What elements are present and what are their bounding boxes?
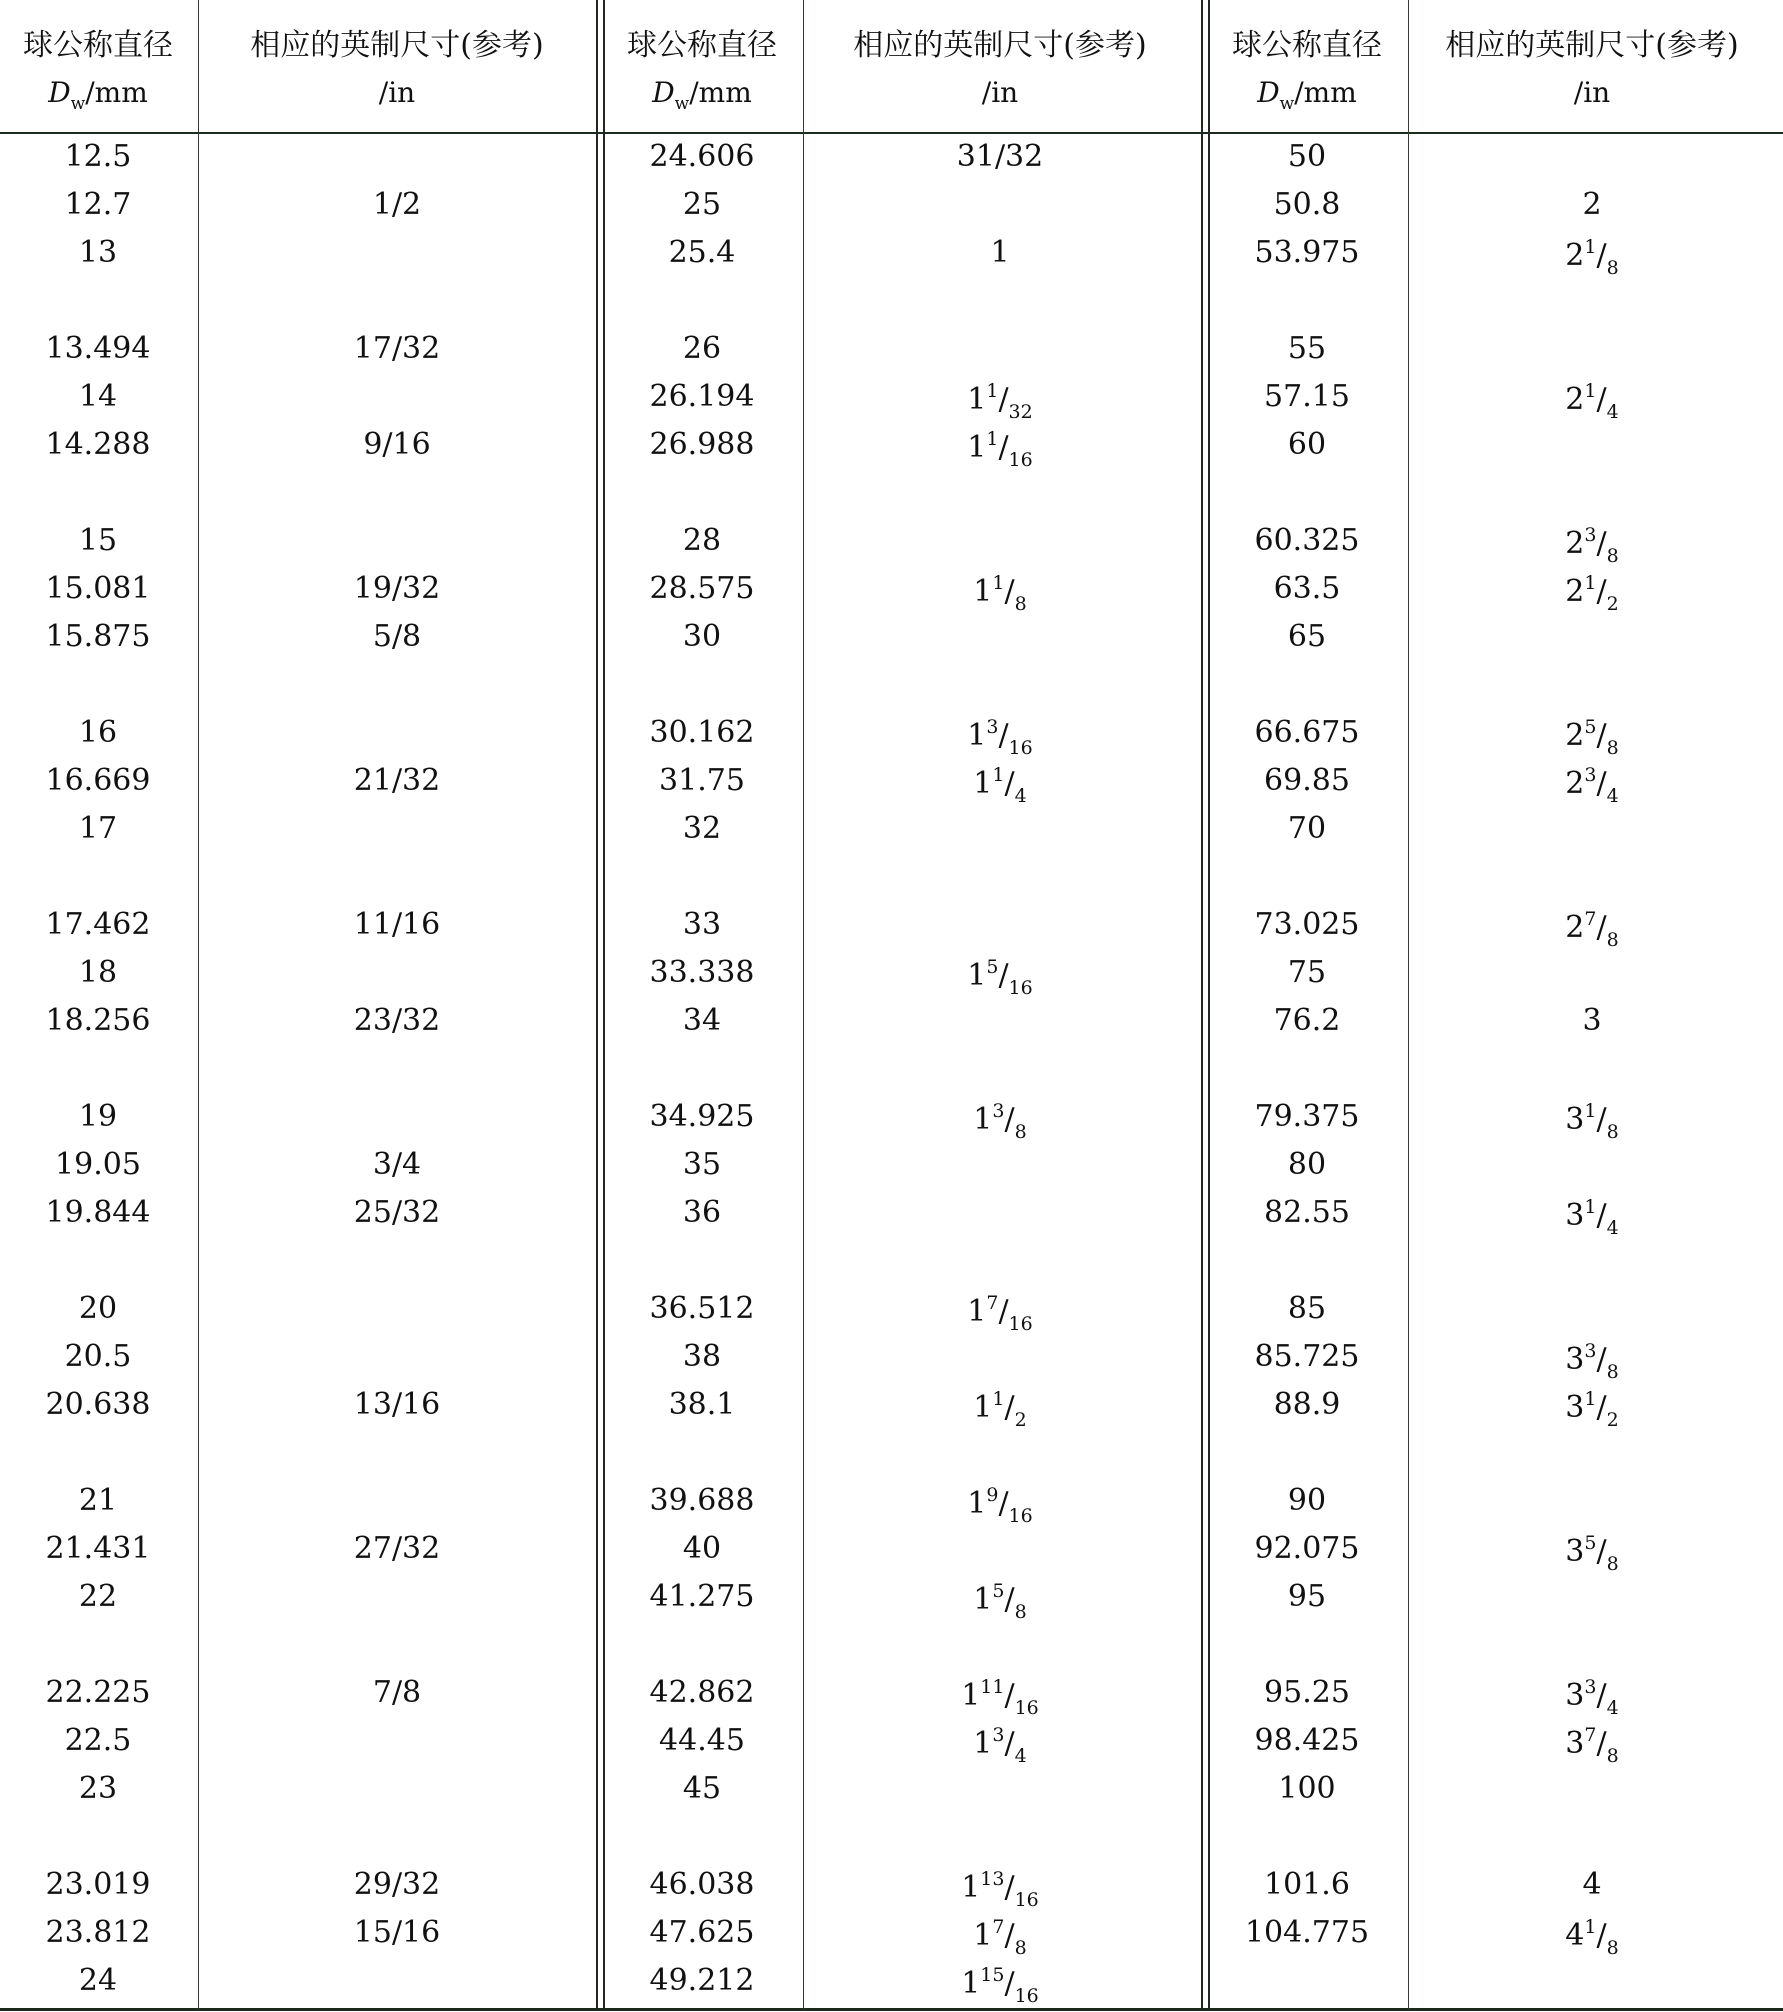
dw-value: 34.925 (649, 1099, 755, 1134)
fraction-slash: / (1596, 238, 1607, 273)
inch-value (803, 1294, 1198, 1334)
fraction-slash: / (1004, 1390, 1015, 1425)
dw-value: 82.55 (1264, 1195, 1350, 1230)
fraction-slash: / (1004, 1678, 1015, 1713)
dw-value: 19.05 (55, 1147, 141, 1182)
inch-whole: 1 (961, 1870, 981, 1905)
dw-value: 18.256 (45, 1003, 151, 1038)
inch-whole: 2 (1565, 526, 1585, 561)
dw-value: 28 (682, 523, 722, 558)
fraction-slash: / (1004, 766, 1015, 801)
dw-value: 63.5 (1273, 571, 1341, 606)
inch-denominator: 16 (1008, 1313, 1033, 1335)
inch-value (803, 382, 1198, 422)
inch-numerator: 1 (986, 428, 999, 450)
dw-value: 21.431 (45, 1531, 151, 1566)
inch-whole: 1 (973, 1102, 993, 1137)
dw-value: 50 (1287, 139, 1327, 174)
inch-denominator: 2 (1606, 593, 1619, 615)
symbol-subscript: w (70, 94, 86, 114)
inch-numerator: 1 (986, 380, 999, 402)
inch-value: 21/32 (353, 763, 441, 798)
inch-numerator: 3 (1584, 524, 1597, 546)
dw-value: 85.725 (1254, 1339, 1360, 1374)
dw-value: 39.688 (649, 1483, 755, 1518)
inch-whole: 1 (967, 958, 987, 993)
header-label: 相应的英制尺寸(参考) (853, 28, 1147, 63)
dw-value: 20.5 (64, 1339, 132, 1374)
dw-value: 100 (1278, 1771, 1336, 1806)
inch-numerator: 1 (992, 572, 1005, 594)
inch-denominator: 32 (1008, 401, 1033, 423)
inch-value (1406, 1102, 1778, 1142)
inch-value (803, 574, 1198, 614)
dw-value: 15 (78, 523, 118, 558)
dw-value: 33 (682, 907, 722, 942)
dw-value: 57.15 (1264, 379, 1350, 414)
inch-whole: 3 (1565, 1726, 1585, 1761)
fraction-slash: / (998, 958, 1009, 993)
bottom-rule (0, 2008, 1783, 2011)
inch-whole: 2 (1565, 718, 1585, 753)
inch-numerator: 7 (992, 1916, 1005, 1938)
inch-whole: 2 (1565, 574, 1585, 609)
inch-whole: 2 (1565, 766, 1585, 801)
inch-numerator: 1 (992, 1388, 1005, 1410)
fraction-slash: / (1596, 1534, 1607, 1569)
inch-denominator: 16 (1014, 1697, 1039, 1719)
dw-value: 14.288 (45, 427, 151, 462)
inch-whole: 3 (1565, 1102, 1585, 1137)
fraction-slash: / (1596, 1342, 1607, 1377)
inch-value (1406, 574, 1778, 614)
inch-denominator: 16 (1008, 977, 1033, 999)
dw-value: 28.575 (649, 571, 755, 606)
unit-label: /mm (689, 76, 752, 109)
dw-value: 19 (78, 1099, 118, 1134)
inch-numerator: 5 (986, 956, 999, 978)
inch-value (1406, 718, 1778, 758)
inch-numerator: 1 (1584, 236, 1597, 258)
inch-whole: 1 (967, 1294, 987, 1329)
dw-value: 23.812 (45, 1915, 151, 1950)
dw-value: 95 (1287, 1579, 1327, 1614)
inch-value: 4 (1582, 1867, 1602, 1902)
inch-numerator: 13 (980, 1868, 1005, 1890)
inch-numerator: 3 (992, 1724, 1005, 1746)
dw-value: 17.462 (45, 907, 151, 942)
fraction-slash: / (1596, 1390, 1607, 1425)
dw-value: 69.85 (1264, 763, 1350, 798)
inch-numerator: 9 (986, 1484, 999, 1506)
inch-whole: 2 (1565, 238, 1585, 273)
inch-denominator: 16 (1014, 1985, 1039, 2007)
inch-value: 15/16 (353, 1915, 441, 1950)
header-unit: /in (981, 76, 1019, 109)
dw-value: 76.2 (1273, 1003, 1341, 1038)
group-divider-right (1201, 0, 1203, 2009)
header-unit (1209, 76, 1405, 114)
inch-numerator: 5 (1584, 716, 1597, 738)
dw-value: 24 (78, 1963, 118, 1998)
dw-value: 36 (682, 1195, 722, 1230)
dw-value: 70 (1287, 811, 1327, 846)
header-unit: /in (1573, 76, 1611, 109)
inch-value (1406, 1678, 1778, 1718)
inch-value (1406, 1390, 1778, 1430)
inch-value: 1/2 (372, 187, 422, 222)
dw-value: 22.5 (64, 1723, 132, 1758)
inch-numerator: 7 (1584, 1724, 1597, 1746)
inch-whole: 1 (973, 574, 993, 609)
inch-numerator: 11 (980, 1676, 1005, 1698)
inch-value (1406, 1918, 1778, 1958)
dw-value: 45 (682, 1771, 722, 1806)
dw-value: 24.606 (649, 139, 755, 174)
inch-whole: 2 (1565, 910, 1585, 945)
inch-value: 31/32 (956, 139, 1044, 174)
dw-value: 25 (682, 187, 722, 222)
dw-value: 53.975 (1254, 235, 1360, 270)
header-label: 球公称直径 (1232, 28, 1382, 63)
inch-numerator: 7 (986, 1292, 999, 1314)
fraction-slash: / (998, 430, 1009, 465)
dw-value: 88.9 (1273, 1387, 1341, 1422)
inch-value: 3 (1582, 1003, 1602, 1038)
inch-value (1406, 1342, 1778, 1382)
inch-numerator: 1 (1584, 572, 1597, 594)
inch-value (1406, 766, 1778, 806)
header-unit: /in (378, 76, 416, 109)
inch-numerator: 1 (1584, 1196, 1597, 1218)
dw-value: 20 (78, 1291, 118, 1326)
dw-value: 79.375 (1254, 1099, 1360, 1134)
dw-value: 12.5 (64, 139, 132, 174)
inch-value: 9/16 (363, 427, 431, 462)
inch-denominator: 8 (1606, 1121, 1619, 1143)
inch-denominator: 8 (1606, 257, 1619, 279)
inch-value: 27/32 (353, 1531, 441, 1566)
inch-value (803, 1726, 1198, 1766)
inch-whole: 1 (973, 766, 993, 801)
dw-value: 75 (1287, 955, 1327, 990)
inch-value (803, 1870, 1198, 1910)
header-label: 球公称直径 (23, 28, 173, 63)
inch-denominator: 4 (1606, 785, 1619, 807)
inch-whole: 2 (1565, 382, 1585, 417)
fraction-slash: / (998, 1294, 1009, 1329)
dw-value: 23 (78, 1771, 118, 1806)
fraction-slash: / (998, 718, 1009, 753)
dw-value: 20.638 (45, 1387, 151, 1422)
inch-denominator: 4 (1606, 1697, 1619, 1719)
dw-value: 42.862 (649, 1675, 755, 1710)
dw-value: 15.875 (45, 619, 151, 654)
dw-value: 12.7 (64, 187, 132, 222)
inch-whole: 3 (1565, 1342, 1585, 1377)
inch-whole: 3 (1565, 1678, 1585, 1713)
inch-value (803, 1918, 1198, 1958)
dw-value: 38 (682, 1339, 722, 1374)
dw-value: 21 (78, 1483, 118, 1518)
group-divider-left (596, 0, 598, 2009)
inch-denominator: 8 (1606, 545, 1619, 567)
dw-value: 26 (682, 331, 722, 366)
fraction-slash: / (998, 382, 1009, 417)
dw-value: 44.45 (659, 1723, 745, 1758)
inch-value: 3/4 (372, 1147, 422, 1182)
dw-value: 30 (682, 619, 722, 654)
inch-denominator: 16 (1008, 1505, 1033, 1527)
dw-value: 98.425 (1254, 1723, 1360, 1758)
fraction-slash: / (1596, 574, 1607, 609)
dw-value: 80 (1287, 1147, 1327, 1182)
inch-whole: 4 (1565, 1918, 1585, 1953)
dw-value: 15.081 (45, 571, 151, 606)
dw-value: 30.162 (649, 715, 755, 750)
inch-denominator: 16 (1014, 1889, 1039, 1911)
header-label: 相应的英制尺寸(参考) (250, 28, 544, 63)
dw-value: 32 (682, 811, 722, 846)
symbol-d: D (48, 76, 71, 109)
inch-value (1406, 1726, 1778, 1766)
fraction-slash: / (1596, 1918, 1607, 1953)
inch-denominator: 2 (1014, 1409, 1027, 1431)
dw-value: 73.025 (1254, 907, 1360, 942)
inch-value (803, 1390, 1198, 1430)
inch-numerator: 1 (1584, 1100, 1597, 1122)
inch-value (803, 1582, 1198, 1622)
inch-numerator: 1 (1584, 380, 1597, 402)
symbol-d: D (1257, 76, 1280, 109)
dw-value: 22 (78, 1579, 118, 1614)
dw-value: 16.669 (45, 763, 151, 798)
dw-value: 26.988 (649, 427, 755, 462)
fraction-slash: / (1004, 1870, 1015, 1905)
inch-numerator: 1 (1584, 1388, 1597, 1410)
dw-value: 16 (78, 715, 118, 750)
inch-numerator: 7 (1584, 908, 1597, 930)
unit-label: /mm (85, 76, 148, 109)
dw-value: 23.019 (45, 1867, 151, 1902)
dw-value: 13.494 (45, 331, 151, 366)
inch-whole: 1 (967, 430, 987, 465)
inch-denominator: 8 (1014, 1937, 1027, 1959)
dw-value: 17 (78, 811, 118, 846)
fraction-slash: / (1004, 1966, 1015, 2001)
header-rule (0, 132, 1783, 134)
inch-whole: 1 (967, 382, 987, 417)
header-label: 相应的英制尺寸(参考) (1445, 28, 1739, 63)
inch-whole: 1 (973, 1582, 993, 1617)
dw-value: 41.275 (649, 1579, 755, 1614)
inch-denominator: 4 (1606, 1217, 1619, 1239)
inch-value: 23/32 (353, 1003, 441, 1038)
inch-denominator: 16 (1008, 737, 1033, 759)
dw-value: 19.844 (45, 1195, 151, 1230)
inch-value: 1 (990, 235, 1010, 270)
inch-numerator: 1 (992, 764, 1005, 786)
inch-value (803, 430, 1198, 470)
inch-value: 19/32 (353, 571, 441, 606)
inch-whole: 1 (973, 1390, 993, 1425)
dw-value: 50.8 (1273, 187, 1341, 222)
inch-value (803, 766, 1198, 806)
dw-value: 47.625 (649, 1915, 755, 1950)
fraction-slash: / (1004, 574, 1015, 609)
dw-value: 34 (682, 1003, 722, 1038)
inch-numerator: 3 (986, 716, 999, 738)
inch-numerator: 5 (992, 1580, 1005, 1602)
inch-denominator: 4 (1606, 401, 1619, 423)
unit-label: /mm (1294, 76, 1357, 109)
dw-value: 60 (1287, 427, 1327, 462)
inch-value: 25/32 (353, 1195, 441, 1230)
inch-value (803, 1486, 1198, 1526)
inch-value: 5/8 (372, 619, 422, 654)
dw-value: 35 (682, 1147, 722, 1182)
inch-value (803, 1966, 1198, 2006)
inch-whole: 1 (967, 1486, 987, 1521)
inch-value: 29/32 (353, 1867, 441, 1902)
inch-denominator: 8 (1606, 737, 1619, 759)
inch-denominator: 4 (1014, 1745, 1027, 1767)
fraction-slash: / (1596, 910, 1607, 945)
inch-denominator: 8 (1014, 1121, 1027, 1143)
dw-value: 60.325 (1254, 523, 1360, 558)
inch-value: 2 (1582, 187, 1602, 222)
inch-value: 17/32 (353, 331, 441, 366)
inch-numerator: 1 (1584, 1916, 1597, 1938)
inch-whole: 1 (961, 1678, 981, 1713)
inch-value (1406, 382, 1778, 422)
inch-numerator: 3 (992, 1100, 1005, 1122)
header-unit (0, 76, 196, 114)
header-label: 球公称直径 (627, 28, 777, 63)
dw-value: 92.075 (1254, 1531, 1360, 1566)
inch-value (803, 718, 1198, 758)
inch-whole: 1 (973, 1918, 993, 1953)
dw-value: 85 (1287, 1291, 1327, 1326)
inch-numerator: 5 (1584, 1532, 1597, 1554)
inch-denominator: 8 (1606, 1937, 1619, 1959)
fraction-slash: / (1004, 1726, 1015, 1761)
inch-denominator: 8 (1014, 1601, 1027, 1623)
inch-value (1406, 526, 1778, 566)
inch-numerator: 15 (980, 1964, 1005, 1986)
symbol-d: D (652, 76, 675, 109)
inch-denominator: 2 (1606, 1409, 1619, 1431)
inch-whole: 3 (1565, 1390, 1585, 1425)
header-unit (604, 76, 800, 114)
dw-value: 65 (1287, 619, 1327, 654)
dw-value: 49.212 (649, 1963, 755, 1998)
fraction-slash: / (1596, 382, 1607, 417)
fraction-slash: / (1596, 526, 1607, 561)
fraction-slash: / (1004, 1582, 1015, 1617)
fraction-slash: / (1596, 1678, 1607, 1713)
inch-numerator: 3 (1584, 1340, 1597, 1362)
inch-denominator: 8 (1606, 1745, 1619, 1767)
dw-value: 66.675 (1254, 715, 1360, 750)
symbol-subscript: w (674, 94, 690, 114)
dw-value: 33.338 (649, 955, 755, 990)
dw-value: 26.194 (649, 379, 755, 414)
dw-value: 18 (78, 955, 118, 990)
symbol-subscript: w (1279, 94, 1295, 114)
fraction-slash: / (1596, 766, 1607, 801)
inch-value: 11/16 (353, 907, 441, 942)
inch-numerator: 3 (1584, 1676, 1597, 1698)
dw-value: 46.038 (649, 1867, 755, 1902)
dw-value: 14 (78, 379, 118, 414)
dw-value: 40 (682, 1531, 722, 1566)
fraction-slash: / (1004, 1918, 1015, 1953)
inch-value (803, 1678, 1198, 1718)
dw-value: 38.1 (668, 1387, 736, 1422)
inch-value (1406, 238, 1778, 278)
dw-value: 36.512 (649, 1291, 755, 1326)
inch-whole: 3 (1565, 1198, 1585, 1233)
inch-value (1406, 910, 1778, 950)
inch-value (803, 958, 1198, 998)
inch-numerator: 3 (1584, 764, 1597, 786)
inch-whole: 3 (1565, 1534, 1585, 1569)
inch-value (1406, 1198, 1778, 1238)
fraction-slash: / (998, 1486, 1009, 1521)
dw-value: 13 (78, 235, 118, 270)
fraction-slash: / (1596, 1102, 1607, 1137)
dw-value: 104.775 (1244, 1915, 1370, 1950)
inch-denominator: 8 (1606, 1553, 1619, 1575)
inch-whole: 1 (973, 1726, 993, 1761)
inch-whole: 1 (961, 1966, 981, 2001)
dw-value: 55 (1287, 331, 1327, 366)
dw-value: 90 (1287, 1483, 1327, 1518)
inch-value (1406, 1534, 1778, 1574)
inch-value (803, 1102, 1198, 1142)
fraction-slash: / (1004, 1102, 1015, 1137)
inch-value: 7/8 (372, 1675, 422, 1710)
dw-value: 95.25 (1264, 1675, 1350, 1710)
inch-denominator: 8 (1606, 929, 1619, 951)
dw-value: 31.75 (659, 763, 745, 798)
dw-value: 101.6 (1264, 1867, 1350, 1902)
dw-value: 25.4 (668, 235, 736, 270)
fraction-slash: / (1596, 1198, 1607, 1233)
inch-denominator: 4 (1014, 785, 1027, 807)
fraction-slash: / (1596, 718, 1607, 753)
fraction-slash: / (1596, 1726, 1607, 1761)
dw-value: 22.225 (45, 1675, 151, 1710)
inch-denominator: 8 (1606, 1361, 1619, 1383)
inch-denominator: 8 (1014, 593, 1027, 615)
inch-value: 13/16 (353, 1387, 441, 1422)
inch-whole: 1 (967, 718, 987, 753)
inch-denominator: 16 (1008, 449, 1033, 471)
